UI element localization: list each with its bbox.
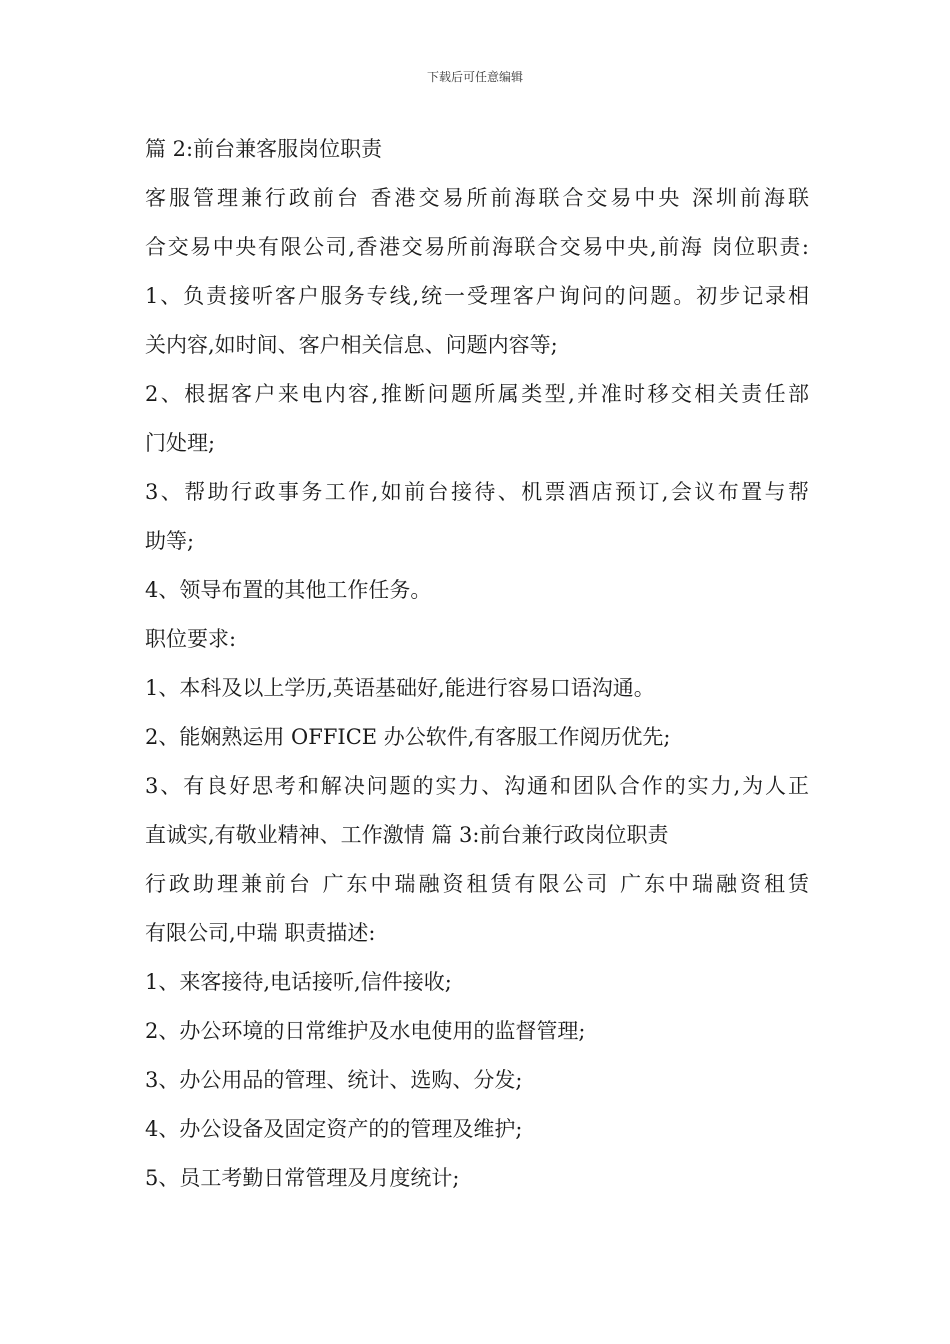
list-item-line: 3、办公用品的管理、统计、选购、分发;: [145, 1068, 523, 1092]
list-item-line: 门处理;: [145, 431, 216, 455]
paragraph-line: 合交易中央有限公司,香港交易所前海联合交易中央,前海 岗位职责:: [145, 235, 809, 259]
list-item-line: 4、办公设备及固定资产的的管理及维护;: [145, 1117, 523, 1141]
list-item-line: 2、能娴熟运用 OFFICE 办公软件,有客服工作阅历优先;: [145, 725, 671, 749]
list-item-line: 5、员工考勤日常管理及月度统计;: [145, 1166, 460, 1190]
section-heading-2: 篇 2:前台兼客服岗位职责: [145, 137, 383, 161]
paragraph-line: 客服管理兼行政前台 香港交易所前海联合交易中央 深圳前海联: [145, 186, 809, 210]
subheading-requirements: 职位要求:: [145, 627, 237, 651]
list-item-line: 4、领导布置的其他工作任务。: [145, 578, 432, 602]
list-item-line: 3、帮助行政事务工作,如前台接待、机票酒店预订,会议布置与帮: [145, 480, 809, 504]
list-item-line: 1、本科及以上学历,英语基础好,能进行容易口语沟通。: [145, 676, 655, 700]
list-item-line: 3、有良好思考和解决问题的实力、沟通和团队合作的实力,为人正: [145, 774, 809, 798]
list-item-line: 关内容,如时间、客户相关信息、问题内容等;: [145, 333, 558, 357]
list-item-line: 2、办公环境的日常维护及水电使用的监督管理;: [145, 1019, 586, 1043]
list-item-line: 1、来客接待,电话接听,信件接收;: [145, 970, 452, 994]
paragraph-line: 行政助理兼前台 广东中瑞融资租赁有限公司 广东中瑞融资租赁: [145, 872, 809, 896]
list-item-line: 2、根据客户来电内容,推断问题所属类型,并准时移交相关责任部: [145, 382, 809, 406]
list-item-line: 直诚实,有敬业精神、工作激情 篇 3:前台兼行政岗位职责: [145, 823, 669, 847]
list-item-line: 1、负责接听客户服务专线,统一受理客户询问的问题。初步记录相: [145, 284, 809, 308]
document-body: [145, 125, 809, 1203]
paragraph-line: 有限公司,中瑞 职责描述:: [145, 921, 376, 945]
page-header-note: 下载后可任意编辑: [426, 70, 523, 84]
list-item-line: 助等;: [145, 529, 195, 553]
